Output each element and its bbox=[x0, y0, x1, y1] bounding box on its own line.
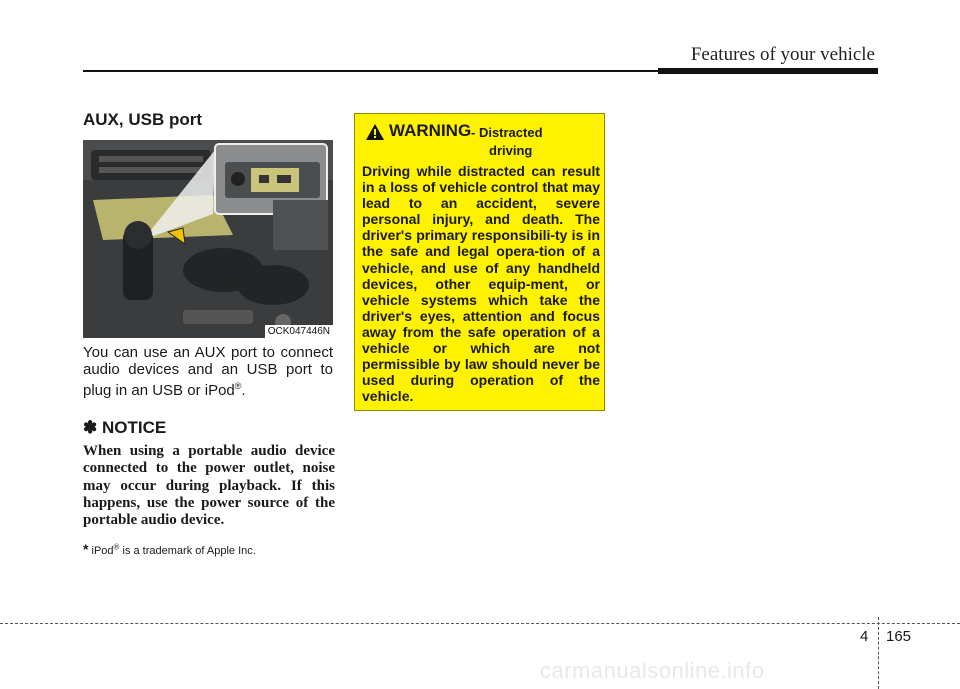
footnote-registered-mark: ® bbox=[113, 542, 120, 552]
warning-subtitle-line2: driving bbox=[489, 143, 533, 158]
body-period: . bbox=[241, 382, 246, 399]
footer-rule bbox=[0, 623, 960, 624]
notice-text: When using a portable audio device connected to the power outlet, noise may occur during playback. If this happens, use the power source of the portable audio device. bbox=[83, 443, 335, 529]
notice-heading bbox=[83, 418, 166, 438]
footnote bbox=[83, 541, 256, 557]
console-illustration bbox=[83, 140, 333, 338]
chapter-number: 4 bbox=[860, 628, 869, 645]
running-header: Features of your vehicle bbox=[690, 44, 875, 65]
body-text: You can use an AUX port to connect audio devices and an USB port to plug in an USB or iPod bbox=[83, 344, 333, 399]
footnote-product: iPod bbox=[91, 545, 114, 557]
warning-triangle-icon bbox=[366, 124, 384, 140]
page-number: 165 bbox=[886, 628, 912, 645]
notice-symbol-icon: ✽ bbox=[83, 418, 98, 437]
registered-mark: ® bbox=[234, 381, 242, 391]
footnote-text: is a trademark of Apple Inc. bbox=[119, 545, 256, 557]
watermark: carmanualsonline.info bbox=[540, 658, 765, 683]
section-title: AUX, USB port bbox=[83, 110, 202, 129]
figure-code: OCK047446N bbox=[265, 325, 333, 338]
warning-word: WARNING bbox=[389, 121, 472, 140]
warning-text: Driving while distracted can result in a loss of vehicle control that may lead to an accident, severe personal injury, and death. The driver's primary responsibili-ty is in the safe and legal opera-tion of a vehicle, and use of any handheld devices, other equip-ment, or vehicle systems which take the driver's eyes, attention and focus away from the safe operation of a vehicle or which are not permissible by law should never be used during operation of the vehicle. bbox=[362, 163, 600, 405]
body-paragraph bbox=[83, 344, 333, 399]
warning-subtitle-line1: - Distracted bbox=[471, 125, 543, 140]
notice-title: NOTICE bbox=[101, 418, 167, 437]
footnote-star: * bbox=[83, 541, 89, 557]
warning-box bbox=[354, 113, 605, 411]
footer-divider bbox=[878, 617, 880, 689]
header-rule-accent bbox=[658, 68, 878, 74]
aux-usb-figure bbox=[83, 140, 333, 338]
